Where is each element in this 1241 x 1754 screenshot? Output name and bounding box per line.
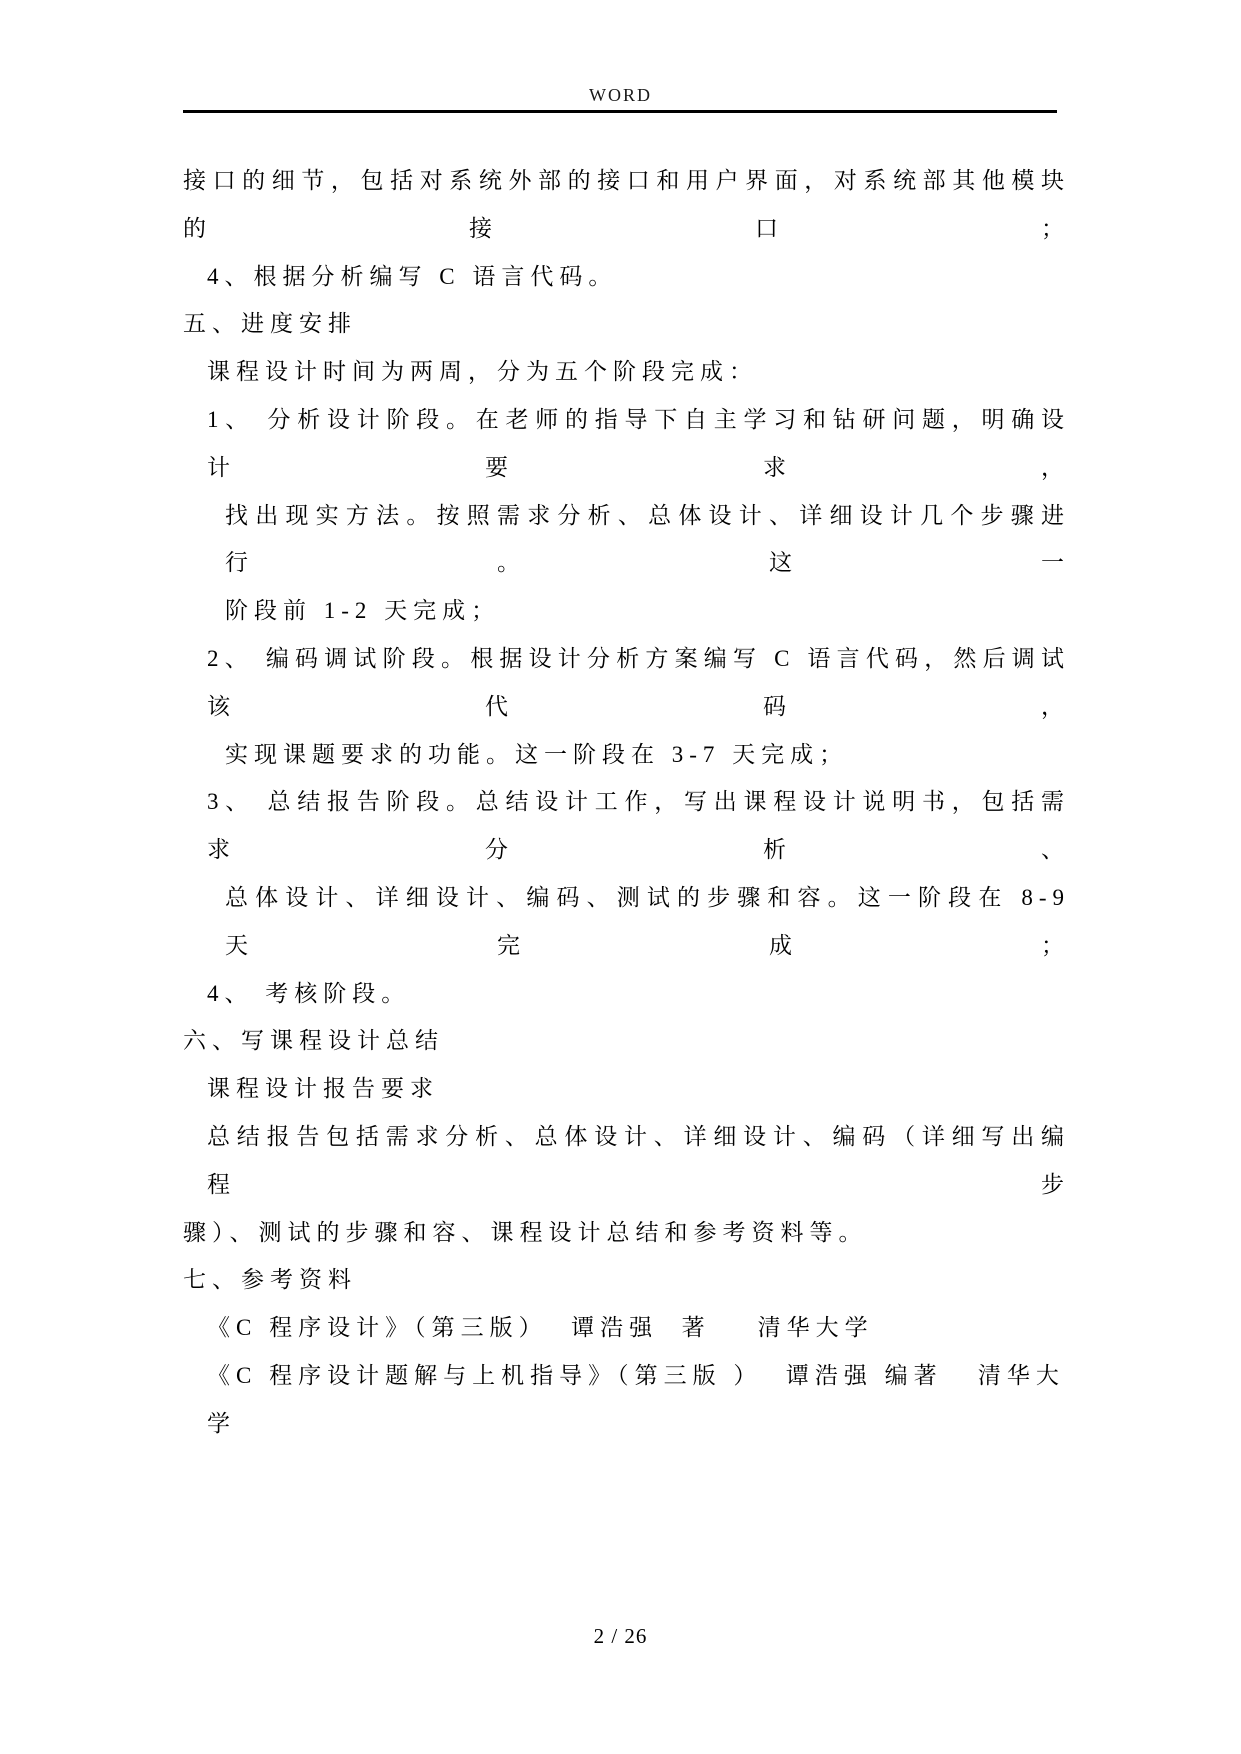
body-line: 总体设计、详细设计、编码、测试的步骤和容。这一阶段在 8-9 天完成；	[225, 884, 1082, 958]
section-heading: 五、进度安排	[183, 311, 357, 337]
section-heading: 七、参考资料	[183, 1267, 357, 1293]
reference-item: 《C 程序设计题解与上机指导》（第三版 ） 谭浩强 编著 清华大学	[207, 1362, 1065, 1436]
footer-page-number: 2 / 26	[593, 1624, 648, 1648]
body-line: 接口的细节，包括对系统外部的接口和用户界面，对系统部其他模块的接口；	[183, 168, 1070, 241]
header-rule	[183, 110, 1057, 113]
body-line: 骤）、测试的步骤和容、课程设计总结和参考资料等。	[183, 1219, 868, 1245]
body-line: 找出现实方法。按照需求分析、总体设计、详细设计几个步骤进行。这一	[225, 502, 1070, 576]
list-item: 4、 考核阶段。	[207, 980, 411, 1006]
section-heading: 六、写课程设计总结	[183, 1028, 444, 1054]
list-item: 2、 编码调试阶段。根据设计分析方案编写 C 语言代码，然后调试该代码，	[207, 645, 1070, 719]
body-line: 实现课题要求的功能。这一阶段在 3-7 天完成；	[225, 741, 849, 767]
list-item: 1、 分析设计阶段。在老师的指导下自主学习和钻研问题，明确设计要求，	[207, 406, 1070, 480]
reference-item: 《C 程序设计》（第三版） 谭浩强 著 清华大学	[207, 1315, 874, 1341]
body-line: 阶段前 1-2 天完成；	[225, 598, 501, 624]
body-line: 4、根据分析编写 C 语言代码。	[207, 263, 618, 289]
body-line: 课程设计报告要求	[207, 1076, 439, 1102]
body-line: 课程设计时间为两周，分为五个阶段完成：	[207, 359, 758, 385]
body-line: 总结报告包括需求分析、总体设计、详细设计、编码（详细写出编程步	[207, 1123, 1070, 1197]
document-body	[183, 157, 1082, 1448]
list-item: 3、 总结报告阶段。总结设计工作，写出课程设计说明书，包括需求分析、	[207, 789, 1070, 863]
header-title: WORD	[589, 85, 652, 105]
